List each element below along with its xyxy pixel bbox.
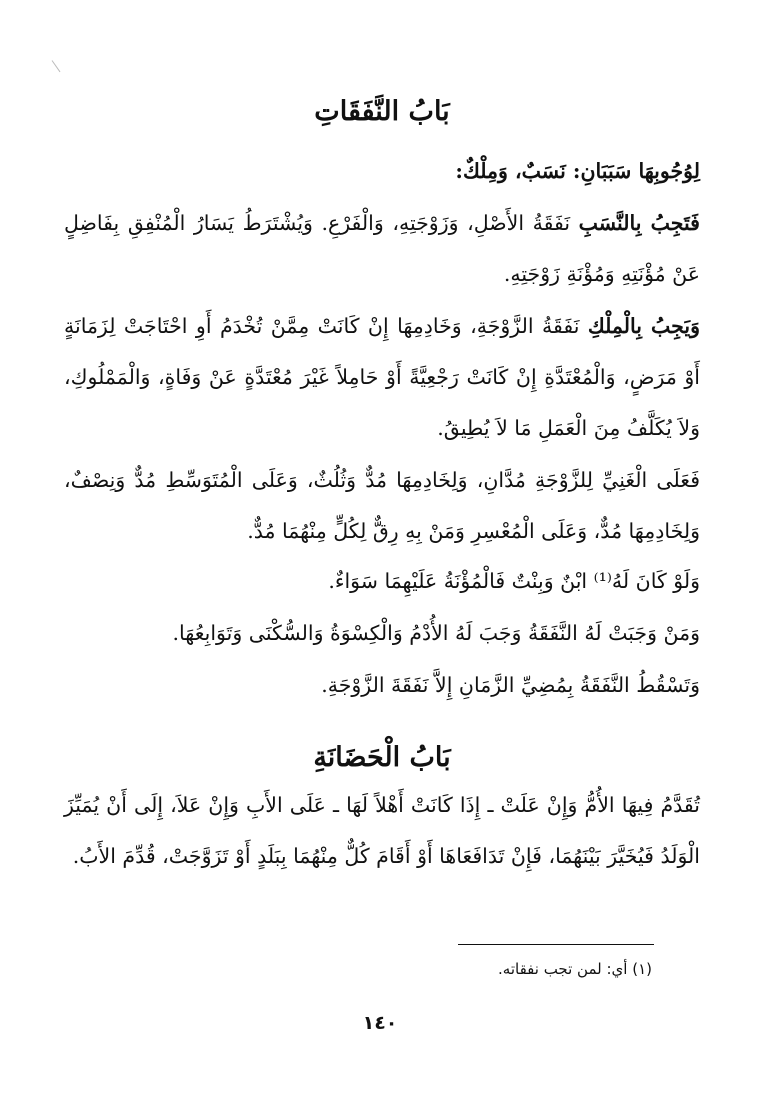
paragraph-provisions: وَمَنْ وَجَبَتْ لَهُ النَّفَقَةُ وَجَبَ لَهُ الأُدْمُ وَالْكِسْوَةُ وَالسُّكْنَى وَتَوَابِعُهَا. <box>172 621 700 645</box>
paragraph-kinship-lead: فَتَجِبُ بِالنَّسَبِ <box>578 211 700 235</box>
chapter-title-expenses: بَابُ النَّفَقَاتِ <box>314 96 450 127</box>
paragraph-lapse: وَتَسْقُطُ النَّفَقَةُ بِمُضِيِّ الزَّمَانِ إِلاَّ نَفَقَةَ الزَّوْجَةِ. <box>321 673 700 697</box>
paragraph-ownership-text: نَفَقَةُ الزَّوْجَةِ، وَخَادِمِهَا إِنْ كَانَتْ مِمَّنْ تُخْدَمُ أَوِ احْتَاجَتْ لِزَمَانَةٍ أَوْ مَرَضٍ، وَالْمُعْتَدَّةِ إِنْ كَانَتْ رَجْعِيَّةً أَوْ حَامِلاً غَيْرَ مُعْتَدَّةٍ عَنْ وَفَاةٍ، وَالْمَمْلُوكِ، وَلاَ يُكَلَّفُ مِنَ الْعَمَلِ مَا لاَ يُطِيقُ. <box>64 314 700 440</box>
paragraph-custody: تُقَدَّمُ فِيهَا الأُمُّ وَإِنْ عَلَتْ ـ إِذَا كَانَتْ أَهْلاً لَهَا ـ عَلَى الأَبِ وَإِنْ عَلاَ، إِلَى أَنْ يُمَيِّزَ الْوَلَدُ فَيُخَيَّرَ بَيْنَهُمَا، فَإِنْ تَدَافَعَاهَا أَوْ أَقَامَ كُلٌّ مِنْهُمَا بِبَلَدٍ أَوْ تَزَوَّجَتْ، قُدِّمَ الأَبُ. <box>64 793 700 868</box>
paragraph-ownership-lead: وَيَجِبُ بِالْمِلْكِ <box>587 314 700 338</box>
paragraph-amounts: فَعَلَى الْغَنِيِّ لِلزَّوْجَةِ مُدَّانِ، وَلِخَادِمِهَا مُدٌّ وَثُلُثٌ، وَعَلَى الْمُتَوَسِّطِ مُدٌّ وَنِصْفٌ، وَلِخَادِمِهَا مُدٌّ، وَعَلَى الْمُعْسِرِ وَمَنْ بِهِ رِقٌّ لِكُلٍّ مِنْهُمَا مُدٌّ. <box>64 468 700 543</box>
paragraph-causes-text: لِوُجُوبِهَا سَبَبَانِ: نَسَبٌ، وَمِلْكٌ: <box>455 159 700 183</box>
page-number: ١٤٠ <box>362 1012 398 1034</box>
paragraph-kinship-text: نَفَقَةُ الأَصْلِ، وَزَوْجَتِهِ، وَالْفَرْعِ. وَيُشْتَرَطُ يَسَارُ الْمُنْفِقِ بِفَاضِلٍ عَنْ مُؤْنَتِهِ وَمُؤْنَةِ زَوْجَتِهِ. <box>64 211 700 286</box>
footnote: (١) أي: لمن تجب نفقاته. <box>498 960 652 978</box>
footnote-divider <box>458 944 654 945</box>
paragraph-causes <box>64 146 700 197</box>
paragraph-kinship <box>64 198 700 300</box>
paragraph-son-daughter: وَلَوْ كَانَ لَهُ⁽¹⁾ ابْنٌ وَبِنْتٌ فَالْمُؤْنَةُ عَلَيْهِمَا سَوَاءٌ. <box>328 569 700 593</box>
margin-scratch-mark <box>52 60 61 72</box>
paragraph-ownership <box>64 301 700 454</box>
chapter-title-custody: بَابُ الْحَضَانَةِ <box>313 742 451 773</box>
